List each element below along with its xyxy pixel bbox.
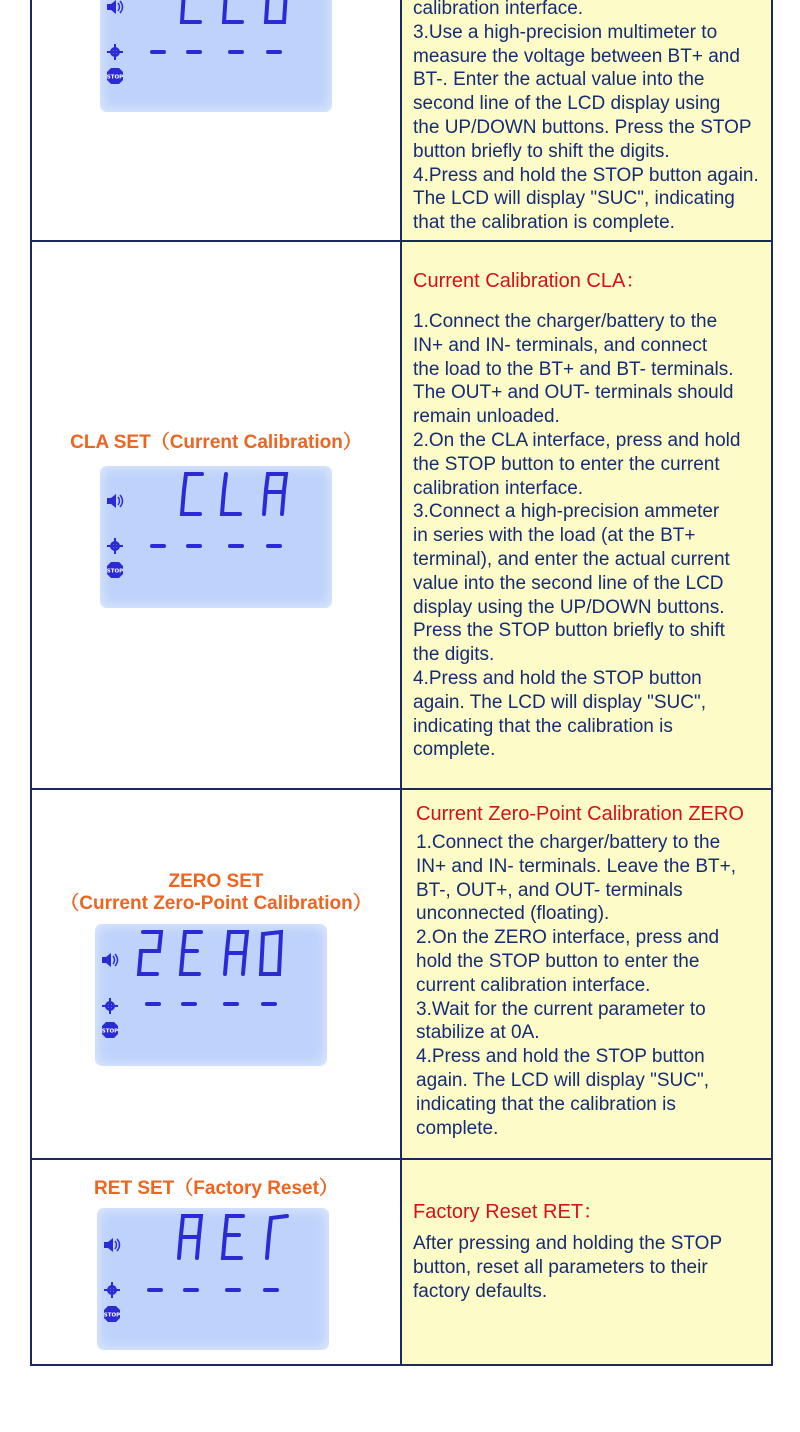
section-label-line1: ZERO SET: [168, 871, 264, 892]
digit-c: [182, 0, 200, 22]
svg-text:STOP: STOP: [101, 1028, 119, 1035]
body-line: Press the STOP button briefly to shift: [413, 620, 725, 642]
speaker-icon: [104, 1238, 120, 1252]
digit-z: [139, 932, 161, 974]
calibration-table: [30, 0, 773, 1366]
section-heading: Factory Reset RET：: [413, 1201, 604, 1223]
digit-u: [266, 0, 286, 22]
gear-icon: [104, 1282, 120, 1298]
body-line: indicating that the calibration is: [416, 1093, 676, 1115]
body-line: calibration interface.: [413, 0, 584, 19]
left-cell: [32, 0, 400, 242]
body-line: again. The LCD will display "SUC",: [413, 691, 706, 713]
stop-icon: [107, 68, 123, 84]
body-line: current calibration interface.: [416, 974, 651, 996]
body-line: 2.On the CLA interface, press and hold: [413, 429, 741, 451]
dash-row: [147, 1288, 279, 1292]
lcd-graphic: [95, 924, 327, 1066]
body-line: calibration interface.: [413, 477, 584, 499]
lcd-graphic: [100, 466, 332, 608]
lcd-display-clu: [100, 0, 332, 112]
lcd-display-cla: [100, 466, 332, 608]
body-line: unconnected (floating).: [416, 903, 610, 925]
body-line: the digits.: [413, 644, 495, 666]
body-line: 3.Use a high-precision multimeter to: [413, 21, 718, 43]
digit-l: [222, 474, 240, 514]
section-body: [413, 0, 759, 235]
lcd-graphic: [97, 1208, 329, 1350]
table-row-clu: [32, 0, 771, 242]
section-body: [413, 1232, 722, 1303]
body-line: hold the STOP button to enter the: [416, 950, 700, 972]
body-line: IN+ and IN- terminals, and connect: [413, 334, 708, 356]
section-body: [416, 831, 736, 1140]
digit-t: [267, 1216, 287, 1258]
body-line: value into the second line of the LCD: [413, 572, 724, 594]
right-cell: [400, 242, 771, 790]
body-line: that the calibration is complete.: [413, 212, 675, 234]
section-body: [413, 310, 740, 762]
body-line: 1.Connect the charger/battery to the: [413, 311, 718, 332]
table-row-zero: [32, 788, 771, 1160]
digit-r: [179, 1216, 201, 1258]
body-line: IN+ and IN- terminals. Leave the BT+,: [416, 855, 736, 877]
svg-text:STOP: STOP: [103, 1312, 121, 1319]
section-label: RET SET（Factory Reset）: [94, 1178, 338, 1199]
body-line: the load to the BT+ and BT- terminals.: [413, 358, 734, 380]
body-line: 2.On the ZERO interface, press and: [416, 927, 720, 949]
body-line: 1.Connect the charger/battery to the: [416, 832, 721, 853]
dash-row: [150, 544, 282, 548]
lcd-display-ret: [97, 1208, 329, 1350]
dash-row: [150, 50, 282, 54]
body-line: the STOP button to enter the current: [413, 453, 720, 475]
gear-icon: [107, 538, 123, 554]
body-line: button, reset all parameters to their: [413, 1256, 708, 1278]
gear-icon: [102, 998, 118, 1014]
speaker-icon: [107, 0, 123, 14]
svg-text:STOP: STOP: [106, 74, 124, 81]
section-heading: Current Calibration CLA：: [413, 270, 646, 292]
body-line: factory defaults.: [413, 1280, 548, 1302]
right-cell: [400, 1160, 771, 1364]
body-line: button briefly to shift the digits.: [413, 140, 670, 162]
body-line: terminal), and enter the actual current: [413, 548, 730, 570]
left-cell: [32, 242, 400, 790]
right-cell: [400, 0, 771, 242]
stop-icon: [104, 1306, 120, 1322]
body-line: second line of the LCD display using: [413, 93, 721, 115]
body-line: again. The LCD will display "SUC",: [416, 1069, 709, 1091]
body-line: 4.Press and hold the STOP button again.: [413, 164, 759, 186]
section-label: CLA SET（Current Calibration）: [70, 432, 362, 453]
digit-e: [223, 1216, 243, 1258]
digit-a: [264, 474, 286, 514]
gear-icon: [107, 44, 123, 60]
table-row-ret: [32, 1158, 771, 1364]
body-line: measure the voltage between BT+ and: [413, 45, 740, 67]
body-line: The LCD will display "SUC", indicating: [413, 188, 735, 210]
body-line: The OUT+ and OUT- terminals should: [413, 382, 734, 404]
digit-o: [261, 932, 281, 974]
speaker-icon: [107, 494, 123, 508]
stop-icon: [102, 1022, 118, 1038]
digit-c: [182, 474, 202, 514]
body-line: After pressing and holding the STOP: [413, 1233, 723, 1254]
section-label-line2: （Current Zero-Point Calibration）: [60, 893, 372, 914]
section-heading: Current Zero-Point Calibration ZERO: [416, 803, 744, 825]
body-line: remain unloaded.: [413, 406, 560, 428]
body-line: complete.: [413, 739, 496, 761]
body-line: 4.Press and hold the STOP button: [416, 1046, 705, 1068]
body-line: 3.Wait for the current parameter to: [416, 998, 706, 1020]
digit-l: [224, 0, 242, 22]
body-line: the UP/DOWN buttons. Press the STOP: [413, 116, 752, 138]
left-cell: [32, 790, 400, 1160]
svg-text:STOP: STOP: [106, 568, 124, 575]
stop-icon: [107, 562, 123, 578]
body-line: 4.Press and hold the STOP button: [413, 667, 702, 689]
left-cell: [32, 1160, 400, 1364]
body-line: BT-. Enter the actual value into the: [413, 69, 705, 91]
body-line: 3.Connect a high-precision ammeter: [413, 501, 720, 523]
body-line: indicating that the calibration is: [413, 715, 673, 737]
body-line: BT-, OUT+, and OUT- terminals: [416, 879, 683, 901]
table-row-cla: [32, 240, 771, 790]
body-line: complete.: [416, 1117, 499, 1139]
lcd-graphic: [100, 0, 332, 112]
body-line: stabilize at 0A.: [416, 1022, 540, 1044]
right-cell: [400, 790, 771, 1160]
speaker-icon: [102, 953, 118, 967]
lcd-display-zero: [95, 924, 327, 1066]
dash-row: [145, 1002, 277, 1006]
digit-r: [225, 932, 247, 974]
body-line: display using the UP/DOWN buttons.: [413, 596, 725, 618]
body-line: in series with the load (at the BT+: [413, 525, 696, 547]
digit-e: [181, 932, 201, 974]
